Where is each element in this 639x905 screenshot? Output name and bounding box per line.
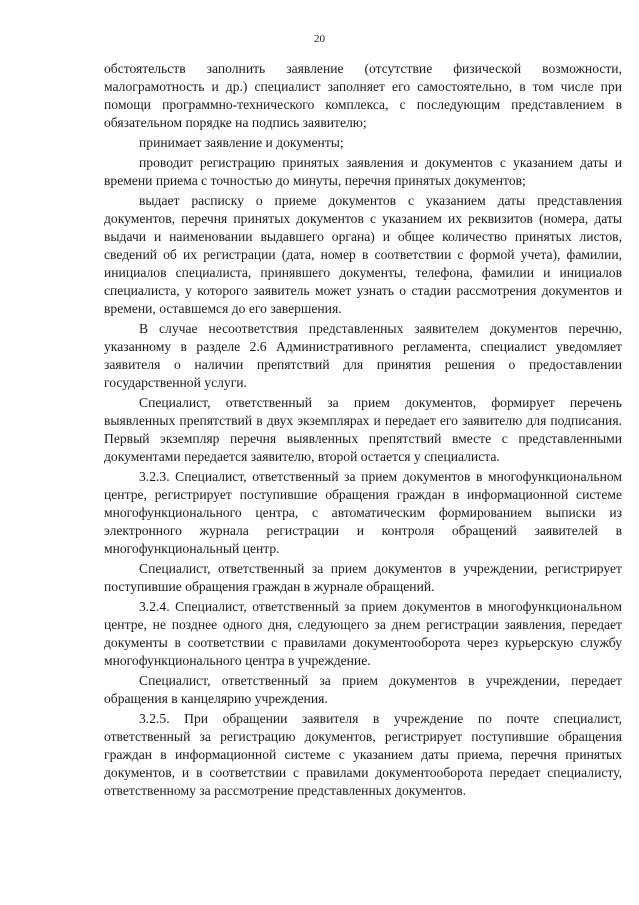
paragraph-11: 3.2.5. При обращении заявителя в учреждение по почте специалист, ответственный за регистрацию документов, регистрирует поступившие обращения граждан в информационной системе с указанием даты приема, перечня принятых документов, и в соответствии с правилами документооборота передает специалисту, ответственному за рассмотрение представленных документов. <box>104 711 622 798</box>
document-body <box>104 60 622 802</box>
paragraph-6: Специалист, ответственный за прием документов, формирует перечень выявленных препятствий в двух экземплярах и передает его заявителю для подписания. Первый экземпляр перечня выявленных препятствий вместе с представленными документами передается заявителю, второй остается у специалиста. <box>104 395 622 464</box>
paragraph-2: принимает заявление и документы; <box>139 135 344 150</box>
paragraph-1: обстоятельств заполнить заявление (отсутствие физической возможности, малограмотность и др.) специалист заполняет его самостоятельно, в том числе при помощи программно-технического комплекса, с последующим представлением в обязательном порядке на подпись заявителю; <box>104 61 622 130</box>
paragraph-5: В случае несоответствия представленных заявителем документов перечню, указанному в разделе 2.6 Административного регламента, специалист уведомляет заявителя о наличии препятствий для принятия решения о предоставлении государственной услуги. <box>104 321 622 390</box>
paragraph-10: Специалист, ответственный за прием документов в учреждении, передает обращения в канцелярию учреждения. <box>104 673 622 706</box>
paragraph-8: Специалист, ответственный за прием документов в учреждении, регистрирует поступившие обращения граждан в журнале обращений. <box>104 561 622 594</box>
paragraph-9: 3.2.4. Специалист, ответственный за прием документов в многофункциональном центре, не позднее одного дня, следующего за днем регистрации заявления, передает документы в соответствии с правилами документооборота через курьерскую службу многофункционального центра в учреждение. <box>104 599 622 668</box>
page-number: 20 <box>314 33 325 45</box>
paragraph-4: выдает расписку о приеме документов с указанием даты представления документов, перечня принятых документов с указанием их реквизитов (номера, даты выдачи и наименовании выдавшего органа) и общее количество принятых листов, сведений об их регистрации (дата, номер в соответствии с формой учета), фамилии, инициалов специалиста, принявшего документы, телефона, фамилии и инициалов специалиста, у которого заявитель может узнать о стадии рассмотрения документов и времени, оставшемся до его завершения. <box>104 193 622 316</box>
paragraph-7: 3.2.3. Специалист, ответственный за прием документов в многофункциональном центре, регистрирует поступившие обращения граждан в информационной системе многофункционального центра, с автоматическим формированием выписки из электронного журнала регистрации и контроля обращений заявителей в многофункциональный центр. <box>104 469 622 556</box>
paragraph-3: проводит регистрацию принятых заявления и документов с указанием даты и времени приема с точностью до минуты, перечня принятых документов; <box>104 155 622 188</box>
